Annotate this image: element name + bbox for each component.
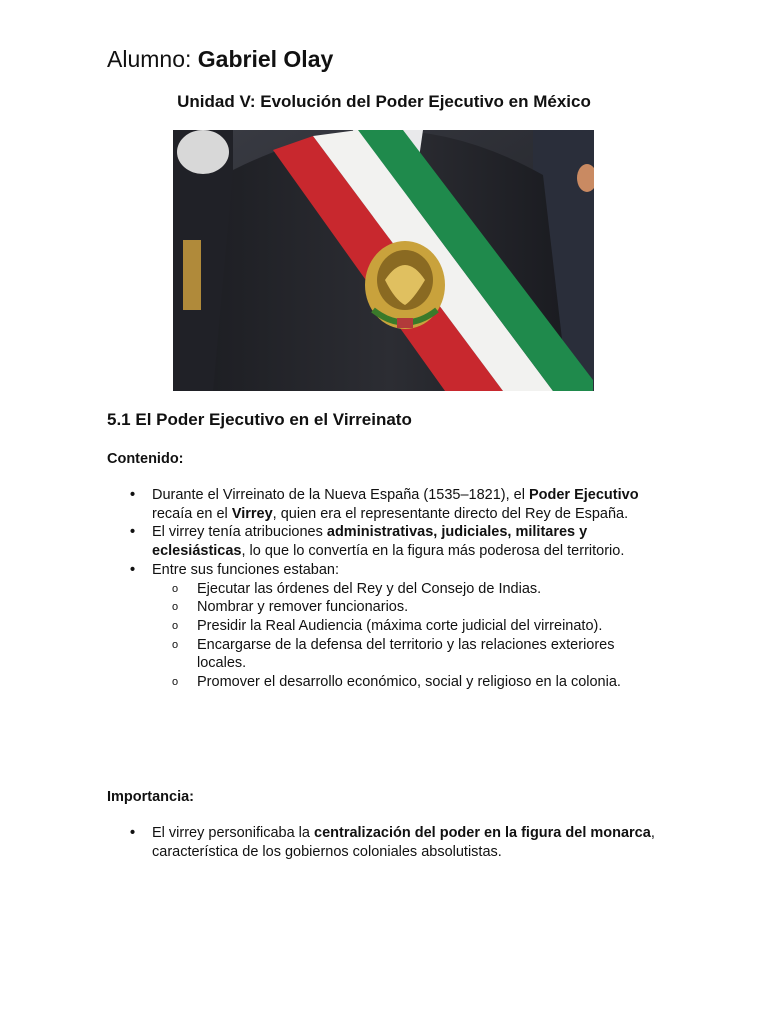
list-item: [107, 486, 667, 523]
bullet-icon: •: [130, 561, 136, 578]
sub-list-item: [152, 580, 667, 599]
sub-list-item-text: Presidir la Real Audiencia (máxima corte judicial del virreinato).: [197, 617, 603, 634]
list-item: [107, 561, 667, 692]
contenido-list: [107, 486, 667, 692]
sub-bullet-icon: o: [172, 619, 179, 632]
sub-list-item: [152, 598, 667, 617]
bullet-icon: •: [130, 487, 136, 503]
sub-bullet-icon: o: [172, 582, 179, 595]
importancia-label: Importancia:: [107, 789, 195, 805]
sub-bullet-icon: o: [172, 638, 179, 651]
list-item-text: El virrey personificaba la centralización del poder en la figura del monarca, característica de los gobiernos coloniales absolutistas.: [152, 825, 655, 860]
sub-list-item: [152, 636, 667, 673]
bold-text: Virrey: [231, 505, 273, 522]
list-item-text: Durante el Virreinato de la Nueva España (1535–1821), el Poder Ejecutivo recaía en el Virrey, quien era el representante directo del Rey de España.: [152, 487, 639, 522]
sub-list-item-text: Ejecutar las órdenes del Rey y del Consejo de Indias.: [197, 580, 542, 597]
sash-illustration: [173, 130, 594, 391]
student-line: [107, 44, 333, 74]
bold-text: administrativas, judiciales, militares y eclesiásticas: [152, 524, 588, 560]
bold-text: centralización del poder en la figura del monarca: [314, 825, 651, 841]
importancia-list: [107, 824, 667, 861]
sub-list-item-text: Nombrar y remover funcionarios.: [197, 599, 409, 616]
sub-list-item-text: Promover el desarrollo económico, social y religioso en la colonia.: [197, 674, 621, 691]
document-title: Unidad V: Evolución del Poder Ejecutivo en México: [177, 92, 591, 111]
section-title: 5.1 El Poder Ejecutivo en el Virreinato: [107, 410, 412, 429]
sub-bullet-icon: o: [172, 601, 179, 614]
sub-list-item: [152, 617, 667, 636]
bullet-icon: •: [130, 524, 136, 541]
sub-bullet-icon: o: [172, 676, 179, 689]
sub-list-item: [152, 673, 667, 692]
bold-text: Poder Ejecutivo: [528, 487, 639, 503]
contenido-label: Contenido:: [107, 451, 184, 467]
student-label: Alumno:: [107, 46, 192, 72]
student-name: Gabriel Olay: [197, 46, 334, 72]
list-item: [107, 824, 667, 861]
sub-list: [152, 580, 667, 692]
list-item: [107, 523, 667, 560]
sub-list-item-text: Encargarse de la defensa del territorio y las relaciones exteriores locales.: [197, 636, 615, 672]
list-item-text: El virrey tenía atribuciones administrativas, judiciales, militares y eclesiásticas, lo que lo convertía en la figura más poderosa del territorio.: [152, 524, 625, 560]
bullet-icon: •: [130, 825, 136, 841]
presidential-sash-photo: [173, 130, 594, 391]
list-item-text: Entre sus funciones estaban:: [152, 561, 340, 578]
